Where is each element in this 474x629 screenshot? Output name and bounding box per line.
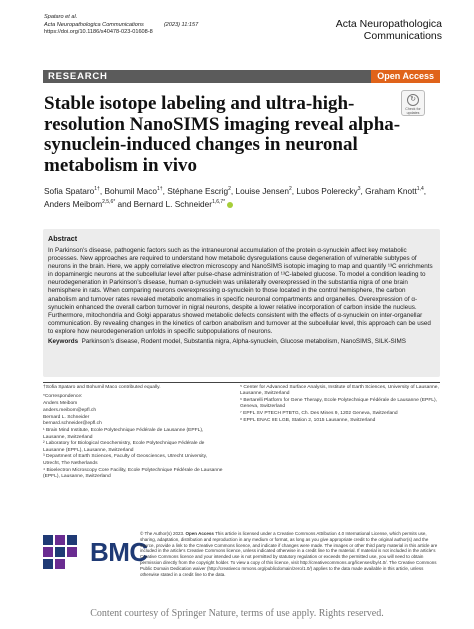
journal-name-line1: Acta Neuropathologica [335, 18, 442, 30]
open-access-badge: Open Access [371, 70, 440, 83]
footnotes-left [43, 385, 223, 481]
bmc-logo-square [67, 535, 77, 545]
author-name[interactable]: and Bernard L. Schneider [115, 198, 213, 209]
header-journal: Acta Neuropathologica Communications [44, 21, 144, 28]
bmc-logo-square [43, 535, 53, 545]
author-name[interactable]: Sofia Spataro [44, 185, 95, 196]
footnote: ⁷ EPFL SV PTECH PTBTG, Ch. Des Mines 9, 1202 Geneva, Switzerland [240, 411, 398, 417]
check-updates-icon: ↻ [407, 94, 419, 106]
author-name[interactable]: , Stéphane Escrig [162, 185, 229, 196]
journal-name [336, 18, 442, 42]
header-authors: Spataro et al. [44, 14, 78, 20]
license-body: This article is licensed under a Creative Commons Attribution 4.0 International License, which permits use, sharing, adaptation, distribution and reproduction in any medium or format, as long as you give appropriate credit to the original author(s) and the source, provide a link to the Creative Commons licence, and indicate if changes were made. The images or other third party material in this article are included in the article’s Creative Commons licence, unless indicated otherwise in a credit line to the material. If material is not included in the article’s Creative Commons licence and your intended use is not permitted by statutory regulation or exceeds the permitted use, you will need to obtain permission directly from the copyright holder. To view a copy of this licence, visit http://creativecommons.org/licenses/by/4.0/. The Creative Commons Public Domain Dedication waiver (http://creativeco mmons.org/publicdomain/zero/1.0/) applies to the data made available in this article, unless otherwise stated in a credit line to the data. [140, 531, 438, 577]
abstract-box [43, 229, 440, 377]
footnotes-right [240, 385, 440, 425]
keywords [48, 338, 435, 346]
copyright: © The Author(s) 2023. [140, 531, 185, 536]
bmc-logo-square [43, 559, 53, 569]
author-affil: 1† [94, 186, 100, 192]
article-type-label: RESEARCH [48, 71, 108, 82]
license-open-access: Open Access [185, 531, 214, 536]
footnote: Anders Meibom [43, 401, 78, 407]
author-affil: 2 [289, 186, 292, 192]
footnote-email[interactable]: anders.meibom@epfl.ch [43, 407, 97, 413]
abstract-text: In Parkinson’s disease, pathogenic factors such as the intraneuronal accumulation of the protein α-synuclein affect key metabolic processes. New approaches are required to understand how metabolic dysregulations cause degeneration of vulnerable subtypes of neurons in the brain. Here, we apply correlative electron microscopy and NanoSIMS isotopic imaging to map and quantify ¹³C enrichments in dopaminergic neurons at the subcellular level after pulse-chase administration of ¹³C-labeled glucose. To model a condition leading to neurodegeneration in Parkinson’s disease, human α-synuclein was unilaterally overexpressed in the substantia nigra of one brain hemisphere in rats. When comparing neurons overexpressing α-synuclein to those located in the control hemisphere, the carbon anabolism and turnover rates revealed metabolic anomalies in specific neuronal compartments and organelles. Overexpression of α-synuclein enhanced the overall carbon turnover in nigral neurons, despite a lower relative incorporation of carbon inside the nucleus. Furthermore, mitochondria and Golgi apparatus showed metabolic defects consistent with the effects of α-synuclein on inter-organellar communication. By revealing changes in the kinetics of carbon anabolism and turnover at the subcellular level, this approach can be used to explore how neurodegeneration unfolds in specific subpopulations of neurons. [48, 247, 433, 335]
bmc-logo-square [55, 559, 65, 569]
orcid-icon[interactable] [227, 202, 233, 208]
header-year-volume: (2023) 11:157 [163, 21, 199, 28]
check-updates-label: Check for updates [405, 107, 421, 115]
bmc-logo-square [67, 547, 77, 557]
bmc-logo-square [55, 547, 65, 557]
article-type-bar [43, 70, 440, 83]
author-name[interactable]: , Anders Meibom [44, 185, 427, 209]
bmc-logo-text: BMC [90, 537, 148, 567]
keywords-label: Keywords [48, 338, 79, 346]
bmc-logo-square [55, 535, 65, 545]
check-for-updates-button[interactable] [401, 90, 425, 116]
footnote: ⁸ EPFL ENAC IIE LGB, Station 2, 1015 Lausanne, Switzerland [240, 417, 376, 423]
author-list [44, 184, 440, 210]
article-title: Stable isotope labeling and ultra-high-resolution NanoSIMS imaging reveal alpha-synuclein-induced changes in neuronal metabolism in vivo [44, 93, 401, 176]
footnote: ³ Department of Earth Sciences, Faculty of Geosciences, Utrecht University, Utrecht, The Netherlands [43, 454, 208, 466]
courtesy-notice: Content courtesy of Springer Nature, terms of use apply. Rights reserved. [90, 608, 384, 619]
bmc-logo [43, 531, 148, 571]
author-affil: 1,4 [416, 186, 424, 192]
author-affil: 2,5,6* [102, 199, 116, 206]
author-affil: 2 [228, 186, 231, 192]
journal-name-line2: Communications [363, 30, 442, 42]
author-name[interactable]: , Graham Knott [360, 185, 417, 196]
author-affil: 1† [157, 186, 163, 192]
footnote-email[interactable]: bernard.schneider@epfl.ch [43, 421, 102, 427]
header-doi[interactable]: https://doi.org/10.1186/s40478-023-01608-8 [44, 29, 153, 36]
author-name[interactable]: , Lubos Polerecky [291, 185, 358, 196]
bmc-logo-square [43, 547, 53, 557]
footnote: ² Laboratory for Biological Geochemistry, Ecole Polytechnique Fédérale de Lausanne (EPFL), Lausanne, Switzerland [43, 441, 205, 453]
author-name[interactable]: , Bohumil Maco [99, 185, 158, 196]
footnote: Bernard L. Schneider [43, 414, 90, 420]
footnote-divider [43, 382, 440, 383]
license-text [140, 531, 440, 577]
author-name[interactable]: , Louise Jensen [230, 185, 289, 196]
author-affil: 1,6,7* [212, 199, 226, 206]
footnote: ⁵ Center for Advanced Surface Analysis, Institute of Earth Sciences, University of Lausanne, Lausanne, Switzerland [240, 385, 439, 397]
keywords-text: Parkinson’s disease, Rodent model, Substantia nigra, Alpha-synuclein, Glucose metabolism, NanoSIMS, SILK-SIMS [81, 338, 406, 346]
footnote: ⁶ Bertarelli Platform for Gene Therapy, Ecole Polytechnique Fédérale de Lausanne (EPFL), Geneva, Switzerland [240, 398, 438, 410]
author-affil: 3 [357, 186, 361, 192]
abstract-heading: Abstract [48, 234, 78, 243]
footnote: †Sofia Spataro and Bohumil Maco contributed equally. [43, 385, 161, 390]
footnote: ⁴ Bioelectron Microscopy Core Facility, Ecole Polytechnique Fédérale de Lausanne (EPFL), Lausanne, Switzerland [43, 467, 223, 479]
footnote: ¹ Brain Mind Institute, Ecole Polytechnique Fédérale de Lausanne (EPFL), Lausanne, Switzerland [43, 428, 204, 440]
footnote: *Correspondence: [43, 394, 83, 400]
header-journal-line [44, 22, 218, 30]
running-header [44, 14, 218, 37]
